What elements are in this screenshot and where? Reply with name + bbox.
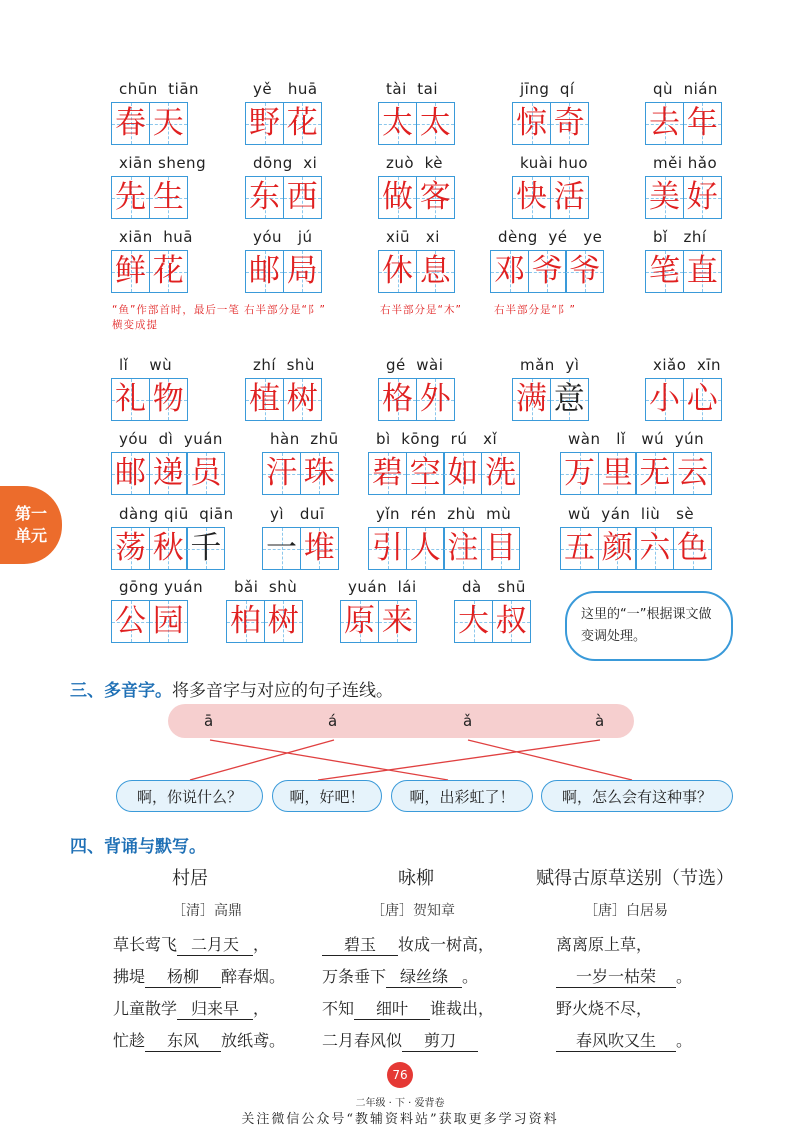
tianzige-cell: [645, 102, 684, 145]
tianzige-cells: [111, 102, 188, 145]
tianzige-cell: [635, 527, 674, 570]
poem-text: 草长莺飞: [113, 935, 178, 954]
tianzige-cell: [111, 452, 150, 495]
hanzi-char: 一: [266, 530, 297, 566]
hanzi-char: 递: [152, 455, 184, 491]
tianzige-cell: [149, 527, 188, 570]
note-xiu: 右半部分是“木”: [380, 304, 462, 316]
hanzi-char: 美: [649, 179, 680, 215]
hanzi-char: 春: [115, 105, 146, 141]
hanzi-char: 息: [419, 253, 451, 289]
poem-3-line-1: [556, 932, 652, 955]
hanzi-char: 邓: [494, 253, 525, 289]
tianzige-cell: [550, 102, 589, 145]
tianzige-cells: [245, 250, 322, 293]
tianzige-cell: [635, 452, 674, 495]
word-pinyin: dōng xi: [253, 154, 318, 172]
tianzige-cells: [490, 250, 604, 293]
poem-2-line-1: [322, 932, 494, 956]
hanzi-char: 五: [564, 530, 595, 566]
tianzige-cell: [149, 600, 188, 643]
hanzi-char: 惊: [516, 105, 547, 141]
tianzige-cell: [226, 600, 265, 643]
tianzige-cell: [378, 102, 417, 145]
hanzi-char: 无: [639, 455, 671, 491]
word-pinyin: chūn tiān: [119, 80, 200, 98]
word-pinyin: hàn zhū: [270, 430, 339, 448]
tianzige-cells: [645, 102, 722, 145]
word-pinyin: bǐ zhí: [653, 228, 707, 246]
tianzige-cells: [368, 452, 520, 495]
tianzige-cell: [406, 452, 445, 495]
tianzige-cell: [683, 102, 722, 145]
tianzige-cell: [673, 527, 712, 570]
hanzi-char: 太: [382, 105, 413, 141]
poem-text: 。: [676, 1031, 693, 1050]
hanzi-char: 活: [553, 179, 585, 215]
hanzi-char: 年: [686, 105, 718, 141]
match-line-3: [468, 740, 632, 780]
sentence-2[interactable]: [272, 780, 382, 812]
tianzige-cells: [111, 452, 225, 495]
hanzi-char: 里: [601, 455, 633, 491]
sentence-3-text: 啊，出彩虹了！: [409, 787, 515, 806]
hanzi-char: 爷: [569, 253, 601, 289]
hanzi-char: 外: [419, 381, 451, 417]
word-pinyin: xiū xi: [386, 228, 440, 246]
note-you: 右半部分是“阝”: [244, 304, 326, 316]
hanzi-char: 物: [152, 381, 184, 417]
tianzige-cell: [512, 102, 551, 145]
tianzige-cells: [645, 250, 722, 293]
hanzi-char: 注: [447, 530, 479, 566]
word-pinyin: lǐ wù: [119, 356, 173, 374]
poem-blank-answer[interactable]: 归来早: [177, 996, 253, 1020]
sentence-3[interactable]: [391, 780, 533, 812]
tianzige-cell: [416, 176, 455, 219]
hanzi-char: 员: [190, 455, 222, 491]
poem-text: 放纸鸢。: [221, 1031, 286, 1050]
section-3-number: 三、多音字。: [70, 681, 172, 701]
tianzige-cell: [111, 600, 150, 643]
word-pinyin: bǎi shù: [234, 578, 298, 596]
poem-1-line-3: [113, 996, 269, 1020]
hanzi-char: 汗: [266, 455, 297, 491]
hanzi-char: 目: [485, 530, 517, 566]
hanzi-char: 园: [152, 603, 184, 639]
tianzige-cell: [454, 600, 493, 643]
poem-text: 不知: [322, 999, 355, 1018]
hanzi-char: 局: [286, 253, 318, 289]
tianzige-cell: [512, 176, 551, 219]
tianzige-cell: [528, 250, 567, 293]
tianzige-cells: [111, 176, 188, 219]
poem-2-title: 咏柳: [398, 868, 434, 889]
tianzige-cells: [378, 176, 455, 219]
word-pinyin: xiǎo xīn: [653, 356, 722, 374]
tianzige-cells: [111, 378, 188, 421]
tianzige-cells: [245, 378, 322, 421]
note-xian: “鱼”作部首时，最后一笔横变成提: [112, 304, 240, 331]
tianzige-cell: [378, 176, 417, 219]
word-pinyin: tài tai: [386, 80, 439, 98]
hanzi-char: 鲜: [115, 253, 146, 289]
tianzige-cell: [149, 452, 188, 495]
word-pinyin: yuán lái: [348, 578, 417, 596]
tianzige-cells: [378, 378, 455, 421]
tianzige-cell: [490, 250, 529, 293]
hanzi-char: 空: [409, 455, 441, 491]
tianzige-cell: [245, 250, 284, 293]
tianzige-cell: [406, 527, 445, 570]
hanzi-char: 休: [382, 253, 413, 289]
poem-2-author: ［唐］贺知章: [371, 903, 455, 919]
tianzige-cell: [283, 378, 322, 421]
tianzige-cell: [300, 452, 339, 495]
poem-text: 醉春烟。: [221, 967, 286, 986]
hanzi-char: 直: [686, 253, 718, 289]
hanzi-char: 满: [516, 381, 547, 417]
hanzi-char: 树: [267, 603, 299, 639]
poem-blank-answer[interactable]: 杨柳: [145, 964, 221, 988]
tianzige-cell: [111, 176, 150, 219]
poem-text: 忙趁: [113, 1031, 146, 1050]
poem-1-author: ［清］高鼎: [172, 903, 242, 919]
poem-text: 拂堤: [113, 967, 146, 986]
poem-3-line-3: [556, 996, 652, 1019]
word-pinyin: yóu dì yuán: [119, 430, 223, 448]
word-pinyin: xiān huā: [119, 228, 193, 246]
tianzige-cell: [149, 102, 188, 145]
section-4-title: [70, 832, 206, 857]
word-pinyin: yóu jú: [253, 228, 313, 246]
tianzige-cell: [683, 250, 722, 293]
hanzi-char: 笔: [649, 253, 680, 289]
cloud-note-text: 这里的“一”根据课文做变调处理。: [581, 607, 712, 644]
poem-text: 谁裁出，: [430, 999, 495, 1018]
word-pinyin: yǐn rén zhù mù: [376, 505, 512, 523]
hanzi-char: 小: [649, 381, 680, 417]
tianzige-cell: [416, 102, 455, 145]
hanzi-char: 颜: [601, 530, 633, 566]
hanzi-char: 树: [286, 381, 318, 417]
tianzige-cell: [340, 600, 379, 643]
poem-text: 。: [676, 967, 693, 986]
hanzi-char: 荡: [115, 530, 146, 566]
word-pinyin: zuò kè: [386, 154, 443, 172]
tianzige-cells: [512, 176, 589, 219]
tianzige-cell: [245, 176, 284, 219]
word-pinyin: qù nián: [653, 80, 718, 98]
tianzige-cell: [283, 176, 322, 219]
hanzi-char: 先: [115, 179, 146, 215]
tianzige-cells: [111, 527, 225, 570]
hanzi-char: 西: [286, 179, 318, 215]
poem-blank-answer[interactable]: 剪刀: [402, 1028, 478, 1052]
poem-blank-answer[interactable]: 东风: [145, 1028, 221, 1052]
poem-1-line-1: [113, 932, 269, 956]
tianzige-cell: [673, 452, 712, 495]
tianzige-cell: [443, 527, 482, 570]
note-deng: 右半部分是“阝”: [494, 304, 576, 316]
tone-3: ǎ: [463, 712, 473, 730]
word-pinyin: zhí shù: [253, 356, 315, 374]
tianzige-cell: [283, 102, 322, 145]
hanzi-char: 爷: [531, 253, 563, 289]
hanzi-char: 去: [649, 105, 680, 141]
tianzige-cell: [245, 378, 284, 421]
word-pinyin: bì kōng rú xǐ: [376, 430, 498, 448]
tianzige-cell: [550, 378, 589, 421]
hanzi-char: 客: [419, 179, 451, 215]
footer-book-info: 二年级 · 下 · 爱背卷: [355, 1098, 445, 1109]
tianzige-cell: [492, 600, 531, 643]
word-pinyin: wàn lǐ wú yún: [568, 430, 705, 448]
hanzi-char: 花: [286, 105, 318, 141]
word-pinyin: xiān sheng: [119, 154, 207, 172]
word-pinyin: kuài huo: [520, 154, 589, 172]
hanzi-char: 秋: [152, 530, 184, 566]
hanzi-char: 公: [115, 603, 146, 639]
hanzi-char: 万: [564, 455, 595, 491]
sentence-1[interactable]: [116, 780, 263, 812]
tianzige-cell: [111, 378, 150, 421]
tianzige-cell: [111, 527, 150, 570]
tianzige-cell: [645, 176, 684, 219]
poem-2-line-2: [322, 964, 478, 988]
tianzige-cells: [454, 600, 531, 643]
hanzi-char: 花: [152, 253, 184, 289]
tianzige-cell: [481, 452, 520, 495]
hanzi-char: 柏: [230, 603, 261, 639]
section-3-instruction: 将多音字与对应的句子连线。: [172, 681, 393, 701]
tianzige-cell: [560, 527, 599, 570]
page-number-text: 76: [392, 1068, 408, 1082]
tianzige-cell: [111, 102, 150, 145]
word-pinyin: jīng qí: [520, 80, 575, 98]
poem-3-line-2: [556, 964, 692, 988]
hanzi-char: 植: [249, 381, 280, 417]
word-pinyin: měi hǎo: [653, 154, 718, 172]
tianzige-cell: [378, 250, 417, 293]
hanzi-char: 如: [447, 455, 479, 491]
hanzi-char: 天: [152, 105, 184, 141]
poem-text: 妆成一树高，: [398, 935, 495, 954]
poem-text: 野火烧不尽，: [556, 999, 653, 1018]
hanzi-char: 心: [686, 381, 718, 417]
poem-blank-answer[interactable]: 碧玉: [322, 932, 398, 956]
poem-1-line-2: [113, 964, 285, 988]
tianzige-cell: [262, 527, 301, 570]
tone-4: à: [595, 712, 605, 730]
tianzige-cell: [565, 250, 604, 293]
tianzige-cell: [186, 452, 225, 495]
hanzi-char: 东: [249, 179, 280, 215]
sentence-2-text: 啊，好吧！: [289, 787, 365, 806]
poem-text: ，: [253, 999, 270, 1018]
tianzige-cell: [416, 378, 455, 421]
hanzi-char: 太: [419, 105, 451, 141]
hanzi-char: 色: [677, 530, 709, 566]
tianzige-cell: [683, 176, 722, 219]
hanzi-char: 格: [382, 381, 413, 417]
tianzige-cells: [560, 527, 712, 570]
tianzige-cells: [262, 452, 339, 495]
poem-text: 万条垂下: [322, 967, 387, 986]
tianzige-cells: [111, 600, 188, 643]
hanzi-char: 碧: [372, 455, 403, 491]
section-4-number: 四、背诵与默写。: [70, 837, 206, 857]
tianzige-cells: [245, 102, 322, 145]
tianzige-cells: [560, 452, 712, 495]
tianzige-cells: [111, 250, 188, 293]
tianzige-cell: [283, 250, 322, 293]
hanzi-char: 做: [382, 179, 413, 215]
tianzige-cell: [512, 378, 551, 421]
poem-blank-answer[interactable]: 细叶: [354, 996, 430, 1020]
word-pinyin: dà shū: [462, 578, 526, 596]
poem-text: ，: [253, 935, 270, 954]
tianzige-cell: [560, 452, 599, 495]
tianzige-cells: [512, 378, 589, 421]
poem-3-line-4: [556, 1028, 692, 1052]
tianzige-cell: [683, 378, 722, 421]
tianzige-cell: [149, 378, 188, 421]
word-pinyin: dèng yé ye: [498, 228, 603, 246]
poem-2-line-3: [322, 996, 494, 1020]
word-pinyin: yì duī: [270, 505, 325, 523]
hanzi-char: 引: [372, 530, 403, 566]
tianzige-cell: [186, 527, 225, 570]
hanzi-char: 洗: [485, 455, 517, 491]
tianzige-cells: [378, 250, 455, 293]
hanzi-char: 云: [677, 455, 709, 491]
tone-2: á: [328, 712, 338, 730]
tianzige-cell: [378, 378, 417, 421]
poem-text: 二月春风似: [322, 1031, 403, 1050]
hanzi-char: 意: [553, 381, 585, 417]
tianzige-cell: [111, 250, 150, 293]
hanzi-char: 邮: [249, 253, 280, 289]
hanzi-char: 千: [190, 530, 222, 566]
hanzi-char: 六: [639, 530, 671, 566]
match-line-1: [210, 740, 448, 780]
tianzige-cells: [226, 600, 303, 643]
tianzige-cell: [645, 250, 684, 293]
tianzige-cells: [645, 378, 722, 421]
hanzi-char: 生: [152, 179, 184, 215]
match-line-4: [318, 740, 600, 780]
hanzi-char: 好: [686, 179, 718, 215]
hanzi-char: 野: [249, 105, 280, 141]
hanzi-char: 叔: [495, 603, 527, 639]
sentence-4-text: 啊，怎么会有这种事？: [561, 787, 712, 806]
tianzige-cell: [264, 600, 303, 643]
word-pinyin: gōng yuán: [119, 578, 204, 596]
sentence-1-text: 啊，你说什么？: [136, 787, 242, 806]
tianzige-cell: [368, 452, 407, 495]
tianzige-cell: [550, 176, 589, 219]
tianzige-cells: [245, 176, 322, 219]
word-pinyin: mǎn yì: [520, 356, 580, 374]
tianzige-cell: [645, 378, 684, 421]
word-pinyin: gé wài: [386, 356, 444, 374]
poem-blank-answer[interactable]: 二月天: [177, 932, 253, 956]
poem-text: 离离原上草，: [556, 935, 653, 954]
sentence-4[interactable]: [541, 780, 733, 812]
poem-2-line-4: [322, 1028, 478, 1052]
match-line-2: [190, 740, 334, 780]
poem-blank-answer[interactable]: 一岁一枯荣: [556, 964, 676, 988]
hanzi-char: 珠: [303, 455, 335, 491]
hanzi-char: 快: [516, 179, 547, 215]
tianzige-cell: [481, 527, 520, 570]
tianzige-cells: [340, 600, 417, 643]
tianzige-cells: [262, 527, 339, 570]
poem-1-line-4: [113, 1028, 285, 1052]
footer-notice: 关注微信公众号“教辅资料站”获取更多学习资料: [241, 1112, 559, 1126]
word-pinyin: wǔ yán liù sè: [568, 505, 695, 523]
tianzige-cell: [378, 600, 417, 643]
page-number: [387, 1062, 413, 1088]
unit-tab-label: 第一单元: [14, 504, 47, 545]
hanzi-char: 邮: [115, 455, 146, 491]
tianzige-cell: [149, 250, 188, 293]
tianzige-cell: [443, 452, 482, 495]
tone-1: ā: [204, 712, 214, 730]
hanzi-char: 礼: [115, 381, 146, 417]
hanzi-char: 人: [409, 530, 441, 566]
poem-3-title: 赋得古原草送别（节选）: [536, 868, 734, 889]
poem-blank-answer[interactable]: 春风吹又生: [556, 1028, 676, 1052]
poem-text: 儿童散学: [113, 999, 178, 1018]
hanzi-char: 原: [344, 603, 375, 639]
tianzige-cells: [378, 102, 455, 145]
tianzige-cell: [300, 527, 339, 570]
tianzige-cell: [416, 250, 455, 293]
tianzige-cell: [368, 527, 407, 570]
poem-3-author: ［唐］白居易: [584, 903, 668, 919]
tianzige-cells: [368, 527, 520, 570]
hanzi-char: 大: [458, 603, 489, 639]
tianzige-cells: [645, 176, 722, 219]
hanzi-char: 奇: [553, 105, 585, 141]
tianzige-cells: [512, 102, 589, 145]
tianzige-cell: [149, 176, 188, 219]
hanzi-char: 来: [381, 603, 413, 639]
poem-1-title: 村居: [172, 868, 208, 889]
poem-text: 。: [462, 967, 479, 986]
poem-blank-answer[interactable]: 绿丝绦: [386, 964, 462, 988]
hanzi-char: 堆: [303, 530, 335, 566]
tianzige-cell: [245, 102, 284, 145]
word-pinyin: yě huā: [253, 80, 318, 98]
word-pinyin: dàng qiū qiān: [119, 505, 234, 523]
tianzige-cell: [262, 452, 301, 495]
tianzige-cell: [598, 527, 637, 570]
tianzige-cell: [598, 452, 637, 495]
